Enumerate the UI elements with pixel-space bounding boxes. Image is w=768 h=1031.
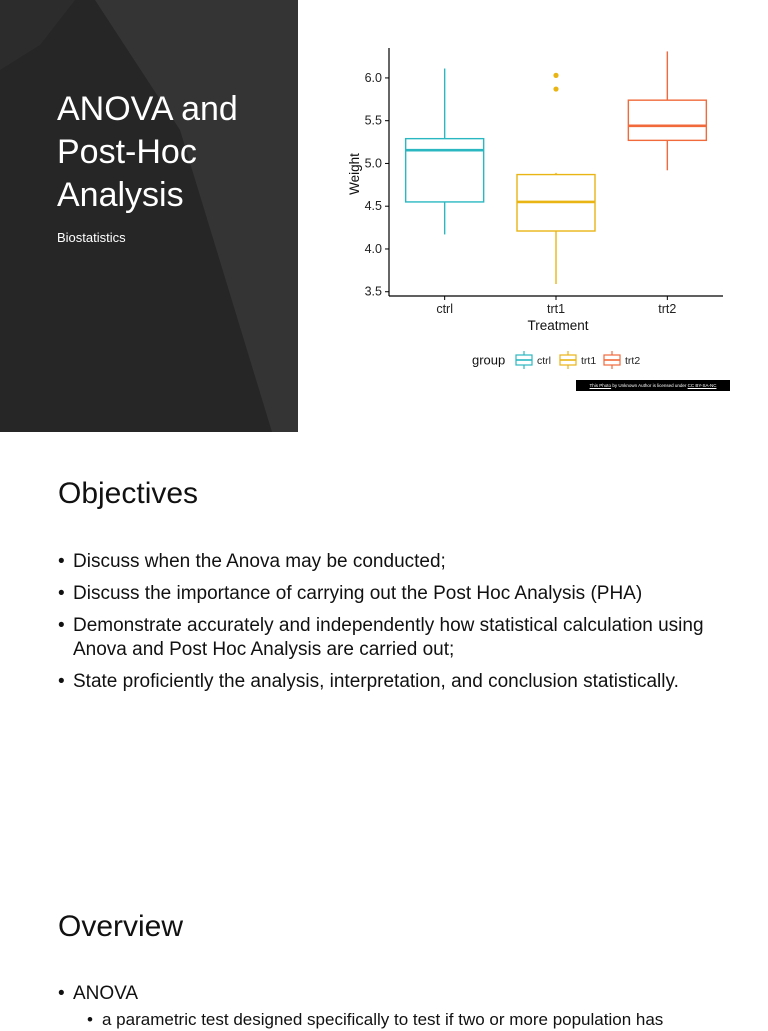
legend-label: trt1 (581, 355, 597, 367)
credit-license-link[interactable]: CC BY-SA-NC (687, 383, 717, 388)
y-tick-label: 5.5 (364, 113, 382, 128)
list-item: • State proficiently the analysis, interpretation, and conclusion statistically. (58, 670, 718, 694)
title-line: Post-Hoc (57, 133, 197, 171)
credit-link[interactable]: This Photo (589, 383, 612, 388)
photo-credit (576, 380, 730, 391)
title-panel (0, 0, 298, 432)
overview-sub-list (87, 1009, 727, 1031)
y-axis-label: Weight (347, 153, 362, 195)
title-slide (0, 0, 768, 432)
overview-title: Overview (58, 910, 184, 943)
x-tick-label: trt2 (658, 302, 677, 316)
credit-text: by Unknown Author is licensed under (611, 383, 688, 388)
list-item: • a parametric test designed specifically to test if two or more population has (87, 1009, 727, 1031)
list-item: • Discuss the importance of carrying out the Post Hoc Analysis (PHA) (58, 582, 718, 606)
outlier-point (553, 86, 558, 91)
title-line: Analysis (57, 176, 184, 214)
y-tick-label: 6.0 (364, 70, 382, 85)
list-item: • Discuss when the Anova may be conducted; (58, 550, 718, 574)
objectives-list (58, 550, 718, 702)
x-tick-label: trt1 (546, 302, 566, 316)
x-axis-label: Treatment (527, 318, 589, 333)
slide-title (57, 88, 287, 217)
legend-label: ctrl (537, 355, 551, 367)
box-iqr (628, 100, 706, 140)
legend-label: trt2 (625, 355, 641, 367)
list-item: • ANOVA (58, 982, 718, 1006)
x-tick-label: ctrl (436, 302, 454, 316)
legend-title: group (472, 352, 506, 368)
y-tick-label: 4.0 (364, 241, 382, 256)
boxplot-svg (336, 40, 736, 380)
box-iqr (406, 139, 484, 202)
slide-subtitle: Biostatistics (57, 230, 126, 245)
objectives-title: Objectives (58, 477, 199, 510)
y-tick-label: 4.5 (364, 199, 382, 214)
list-item: • Demonstrate accurately and independently how statistical calculation using Anova and Post Hoc Analysis are carried out; (58, 614, 718, 662)
title-line: ANOVA and (57, 90, 238, 128)
outlier-point (553, 73, 558, 78)
boxplot-chart (336, 40, 736, 380)
y-tick-label: 5.0 (364, 156, 382, 171)
y-tick-label: 3.5 (364, 284, 382, 299)
